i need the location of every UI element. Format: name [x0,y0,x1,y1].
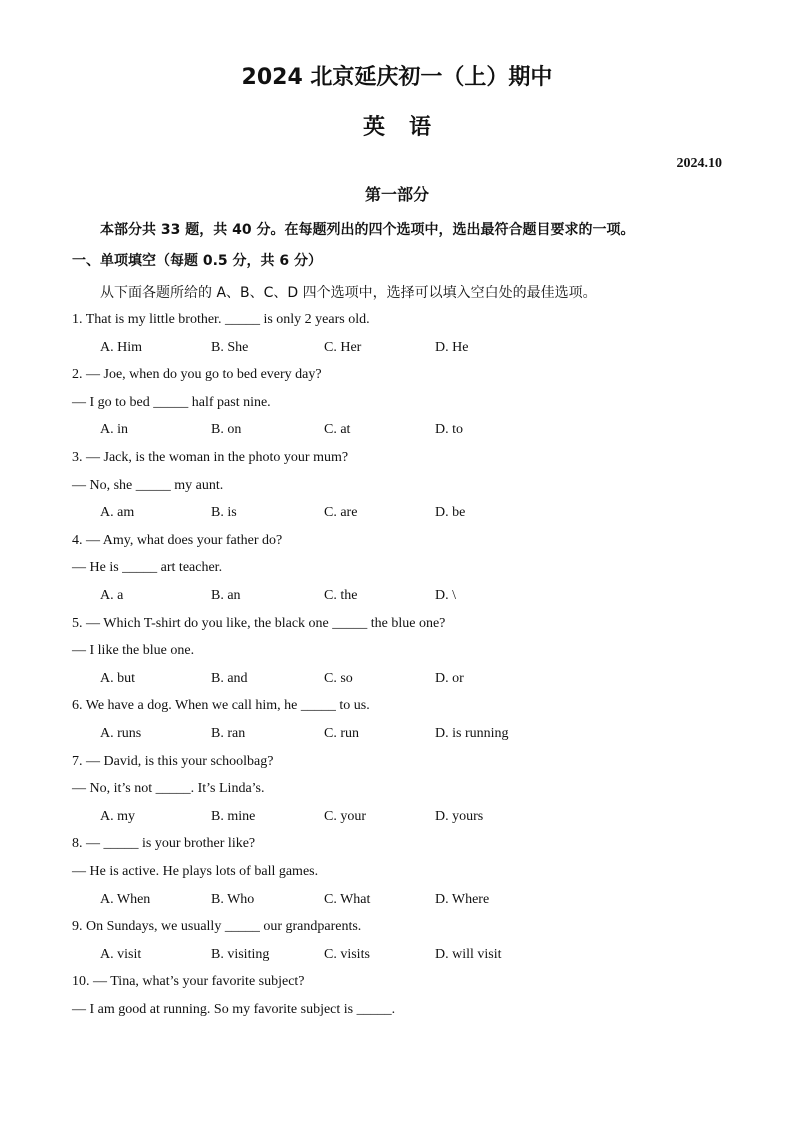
section-heading: 一、单项填空（每题 0.5 分，共 6 分） [72,253,323,269]
option-a: A. a [100,588,124,603]
question-options [100,947,560,967]
question-line: 3. — Jack, is the woman in the photo your mum? [72,450,349,465]
question-line: 9. On Sundays, we usually _____ our grandparents. [72,919,362,934]
option-b: B. She [211,340,249,355]
question-line: 10. — Tina, what’s your favorite subject? [72,974,305,989]
question-options [100,892,560,912]
option-d: D. will visit [435,947,502,962]
question-line: — No, it’s not _____. It’s Linda’s. [72,781,265,796]
option-b: B. and [211,671,248,686]
part-intro: 本部分共 33 题，共 40 分。在每题列出的四个选项中，选出最符合题目要求的一项。 [100,222,635,238]
option-b: B. mine [211,809,256,824]
option-a: A. visit [100,947,142,962]
option-a: A. but [100,671,135,686]
option-d: D. Where [435,892,490,907]
option-a: A. Him [100,340,142,355]
option-c: C. so [324,671,353,686]
question-line: — I go to bed _____ half past nine. [72,395,271,410]
question-options [100,505,560,525]
option-d: D. or [435,671,464,686]
option-b: B. ran [211,726,246,741]
option-b: B. an [211,588,241,603]
question-line: 1. That is my little brother. _____ is only 2 years old. [72,312,370,327]
option-c: C. your [324,809,366,824]
question-line: — No, she _____ my aunt. [72,478,224,493]
option-c: C. the [324,588,358,603]
question-line: — I am good at running. So my favorite subject is _____. [72,1002,396,1017]
option-b: B. on [211,422,242,437]
question-line: — He is active. He plays lots of ball games. [72,864,319,879]
option-c: C. are [324,505,358,520]
option-b: B. Who [211,892,255,907]
question-line: 6. We have a dog. When we call him, he _____ to us. [72,698,370,713]
section-instruction: 从下面各题所给的 A、B、C、D 四个选项中，选择可以填入空白处的最佳选项。 [100,285,597,301]
option-d: D. \ [435,588,456,603]
option-b: B. is [211,505,237,520]
exam-date: 2024.10 [676,156,722,171]
question-line: — He is _____ art teacher. [72,560,223,575]
question-line: 8. — _____ is your brother like? [72,836,256,851]
question-line: 5. — Which T-shirt do you like, the black one _____ the blue one? [72,616,446,631]
option-c: C. at [324,422,351,437]
question-line: 7. — David, is this your schoolbag? [72,754,274,769]
question-options [100,671,560,691]
option-c: C. visits [324,947,370,962]
part-title: 第一部分 [364,185,429,204]
question-line: 2. — Joe, when do you go to bed every day? [72,367,322,382]
question-options [100,726,560,746]
question-options [100,340,560,360]
option-d: D. to [435,422,463,437]
option-d: D. yours [435,809,484,824]
question-line: — I like the blue one. [72,643,195,658]
option-a: A. am [100,505,135,520]
option-d: D. is running [435,726,509,741]
option-a: A. in [100,422,128,437]
option-c: C. Her [324,340,362,355]
option-c: C. What [324,892,371,907]
option-b: B. visiting [211,947,270,962]
question-line: 4. — Amy, what does your father do? [72,533,283,548]
option-a: A. my [100,809,135,824]
option-a: A. When [100,892,151,907]
question-options [100,588,560,608]
option-a: A. runs [100,726,142,741]
question-options [100,422,560,442]
option-d: D. He [435,340,469,355]
subject-title: 英语 [362,115,455,140]
exam-title: 2024 北京延庆初一（上）期中 [241,65,553,90]
option-c: C. run [324,726,359,741]
question-options [100,809,560,829]
option-d: D. be [435,505,466,520]
